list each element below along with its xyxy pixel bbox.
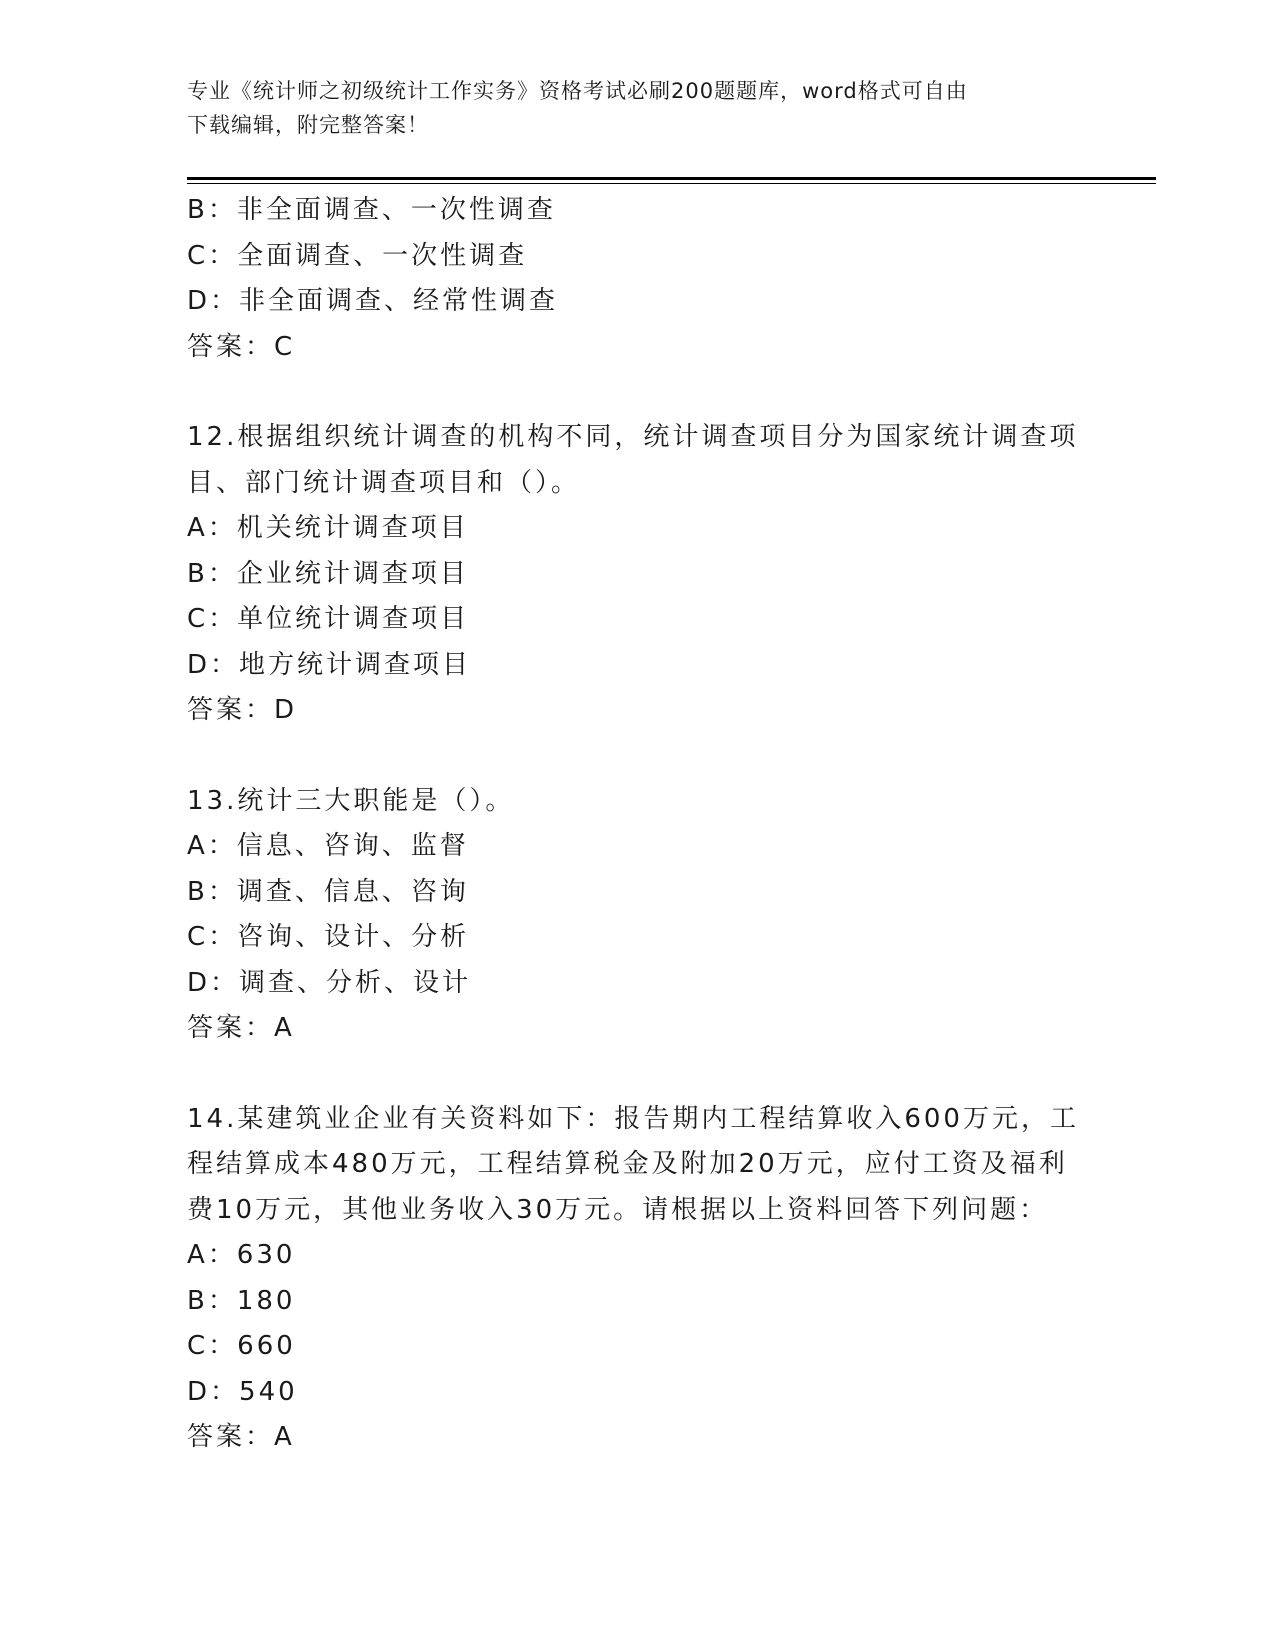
- document-header: [187, 74, 1087, 142]
- option-a: A：机关统计调查项目: [187, 513, 469, 543]
- header-divider: [187, 177, 1156, 180]
- option-c: C：全面调查、一次性调查: [187, 240, 528, 271]
- option-c: C：660: [187, 1331, 296, 1361]
- question-stem: 目、部门统计调查项目和（）。: [187, 467, 581, 498]
- question-stem: 14.某建筑业企业有关资料如下：报告期内工程结算收入600万元，工: [187, 1103, 1079, 1134]
- answer-line: 答案：A: [187, 1013, 295, 1043]
- option-d: D：非全面调查、经常性调查: [187, 286, 559, 316]
- option-c: C：单位统计调查项目: [187, 604, 470, 634]
- option-d: D：540: [187, 1376, 298, 1407]
- option-b: B：调查、信息、咨询: [187, 876, 469, 907]
- option-b: B：企业统计调查项目: [187, 558, 469, 589]
- answer-line: 答案：A: [187, 1422, 295, 1452]
- previous-question-tail: [187, 188, 1087, 370]
- question-stem: 12.根据组织统计调查的机构不同，统计调查项目分为国家统计调查项: [187, 422, 1079, 452]
- question-12: [187, 415, 1087, 734]
- answer-line: 答案：D: [187, 695, 298, 725]
- option-d: D：地方统计调查项目: [187, 649, 472, 680]
- header-line: 专业《统计师之初级统计工作实务》资格考试必刷200题题库，word格式可自由: [187, 79, 968, 103]
- option-b: B：非全面调查、一次性调查: [187, 195, 556, 225]
- answer-line: 答案：C: [187, 331, 296, 362]
- document-body: [187, 188, 1087, 1461]
- header-divider-thin: [187, 183, 1156, 184]
- question-13: [187, 779, 1087, 1052]
- option-d: D：调查、分析、设计: [187, 967, 472, 998]
- question-14: [187, 1097, 1087, 1461]
- option-c: C：咨询、设计、分析: [187, 922, 470, 952]
- option-b: B：180: [187, 1285, 296, 1316]
- option-a: A：信息、咨询、监督: [187, 831, 469, 861]
- question-stem: 费10万元，其他业务收入30万元。请根据以上资料回答下列问题：: [187, 1194, 1049, 1225]
- question-stem: 程结算成本480万元，工程结算税金及附加20万元，应付工资及福利: [187, 1149, 1068, 1179]
- option-a: A：630: [187, 1240, 296, 1270]
- question-stem: 13.统计三大职能是（）。: [187, 785, 515, 816]
- header-line: 下载编辑，附完整答案！: [187, 113, 429, 137]
